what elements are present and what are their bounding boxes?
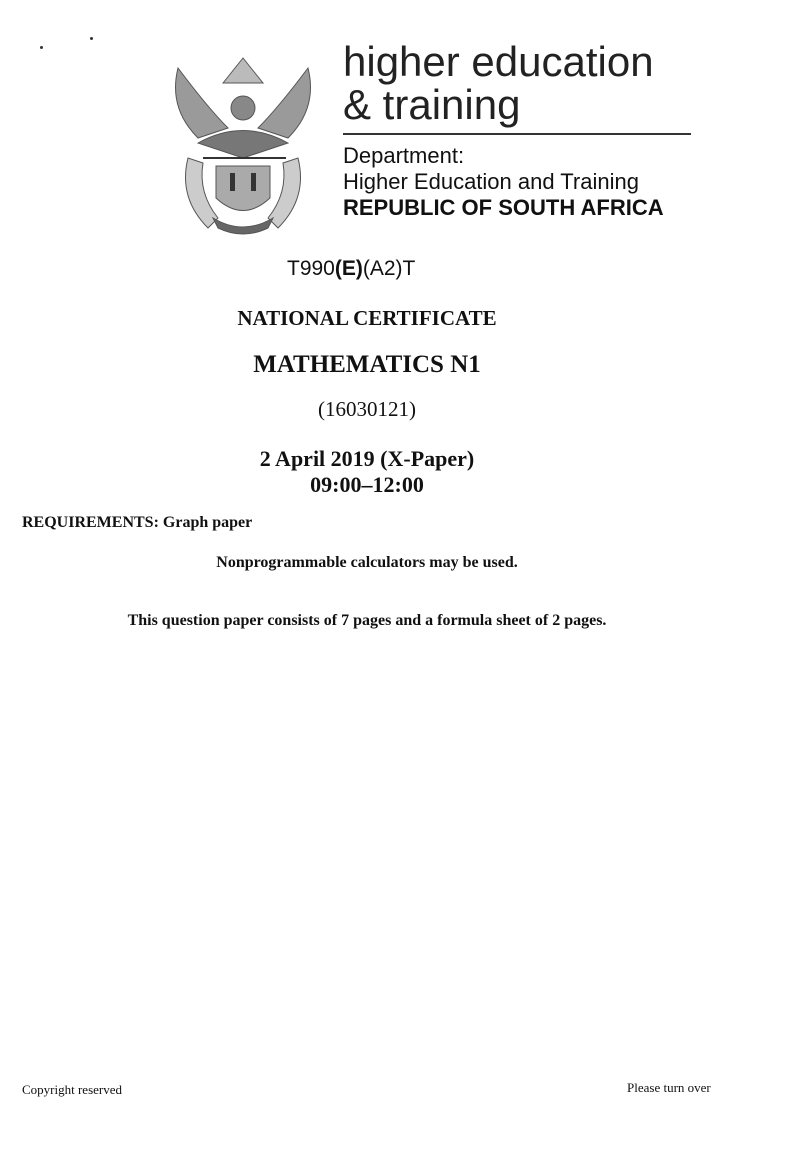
dept-name: Higher Education and Training — [343, 169, 639, 194]
copyright: Copyright reserved — [22, 1082, 123, 1097]
pages-note: This question paper consists of 7 pages and a formula sheet of 2 pages. — [127, 612, 607, 629]
coat-of-arms-logo — [168, 48, 318, 238]
brand-line-2: & training — [343, 81, 521, 128]
subject-title: MATHEMATICS N1 — [253, 351, 481, 378]
brand-line-1: higher education — [343, 38, 654, 85]
code-prefix: T990 — [287, 257, 335, 280]
header-rule — [343, 133, 691, 135]
requirements: REQUIREMENTS: Graph paper — [22, 514, 253, 531]
code-bold: (E) — [334, 257, 363, 280]
exam-time: 09:00–12:00 — [310, 472, 424, 497]
scan-speck — [40, 46, 43, 49]
exam-date: 2 April 2019 (X-Paper) — [259, 446, 475, 471]
subject-code: (16030121) — [318, 397, 416, 421]
scan-speck — [90, 37, 93, 40]
turn-over: Please turn over — [627, 1080, 711, 1095]
dept-label: Department: — [343, 143, 465, 168]
calculators-note: Nonprogrammable calculators may be used. — [216, 554, 518, 571]
certificate-title: NATIONAL CERTIFICATE — [237, 306, 497, 330]
paper-code — [287, 257, 415, 281]
country-name: REPUBLIC OF SOUTH AFRICA — [343, 195, 664, 220]
code-suffix: (A2)T — [362, 257, 416, 280]
